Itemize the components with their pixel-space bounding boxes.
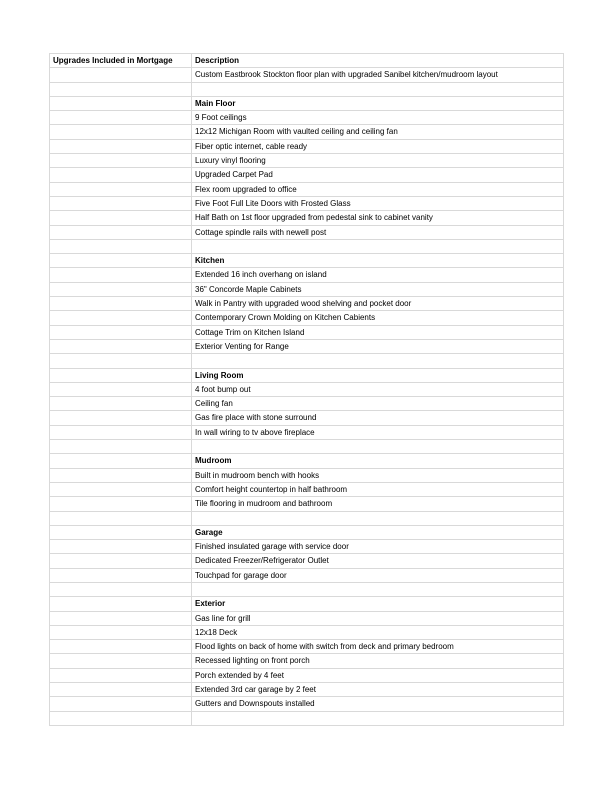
upgrade-cell bbox=[50, 568, 192, 582]
description-cell: Touchpad for garage door bbox=[192, 568, 564, 582]
section-title-cell: Main Floor bbox=[192, 96, 564, 110]
upgrade-cell bbox=[50, 168, 192, 182]
description-cell bbox=[192, 354, 564, 368]
section-header-row bbox=[50, 254, 564, 268]
upgrades-table bbox=[49, 53, 564, 726]
upgrade-cell bbox=[50, 196, 192, 210]
upgrade-cell bbox=[50, 239, 192, 253]
table-row bbox=[50, 196, 564, 210]
table-row bbox=[50, 582, 564, 596]
description-cell: Cottage spindle rails with newell post bbox=[192, 225, 564, 239]
description-cell: 12x12 Michigan Room with vaulted ceiling and ceiling fan bbox=[192, 125, 564, 139]
description-cell: Luxury vinyl flooring bbox=[192, 154, 564, 168]
upgrade-cell bbox=[50, 640, 192, 654]
table-row bbox=[50, 625, 564, 639]
description-cell: 9 Foot ceilings bbox=[192, 111, 564, 125]
upgrade-cell bbox=[50, 525, 192, 539]
description-cell: Tile flooring in mudroom and bathroom bbox=[192, 497, 564, 511]
upgrade-cell bbox=[50, 554, 192, 568]
table-row bbox=[50, 211, 564, 225]
description-cell: Cottage Trim on Kitchen Island bbox=[192, 325, 564, 339]
upgrade-cell bbox=[50, 382, 192, 396]
upgrade-cell bbox=[50, 368, 192, 382]
description-cell: Walk in Pantry with upgraded wood shelving and pocket door bbox=[192, 297, 564, 311]
upgrade-cell bbox=[50, 454, 192, 468]
description-cell: Extended 16 inch overhang on island bbox=[192, 268, 564, 282]
upgrade-cell bbox=[50, 254, 192, 268]
section-header-row bbox=[50, 597, 564, 611]
section-title-cell: Living Room bbox=[192, 368, 564, 382]
upgrade-cell bbox=[50, 511, 192, 525]
table-row bbox=[50, 354, 564, 368]
description-cell: Five Foot Full Lite Doors with Frosted Glass bbox=[192, 196, 564, 210]
upgrade-cell bbox=[50, 654, 192, 668]
table-row bbox=[50, 297, 564, 311]
description-cell bbox=[192, 511, 564, 525]
upgrade-cell bbox=[50, 668, 192, 682]
table-row bbox=[50, 325, 564, 339]
table-row bbox=[50, 168, 564, 182]
description-cell: Custom Eastbrook Stockton floor plan with upgraded Sanibel kitchen/mudroom layout bbox=[192, 68, 564, 82]
upgrade-cell bbox=[50, 540, 192, 554]
upgrade-cell bbox=[50, 611, 192, 625]
upgrade-cell bbox=[50, 282, 192, 296]
section-title-cell: Exterior bbox=[192, 597, 564, 611]
description-cell: Exterior Venting for Range bbox=[192, 339, 564, 353]
table-row bbox=[50, 111, 564, 125]
upgrade-cell bbox=[50, 397, 192, 411]
table-row bbox=[50, 425, 564, 439]
table-row bbox=[50, 654, 564, 668]
header-row bbox=[50, 54, 564, 68]
table-row bbox=[50, 82, 564, 96]
description-cell: Porch extended by 4 feet bbox=[192, 668, 564, 682]
description-cell bbox=[192, 711, 564, 725]
table-row bbox=[50, 268, 564, 282]
table-row bbox=[50, 339, 564, 353]
description-cell: Contemporary Crown Molding on Kitchen Cabients bbox=[192, 311, 564, 325]
table-row bbox=[50, 554, 564, 568]
upgrade-cell bbox=[50, 411, 192, 425]
table-row bbox=[50, 468, 564, 482]
upgrade-cell bbox=[50, 440, 192, 454]
description-cell: Dedicated Freezer/Refrigerator Outlet bbox=[192, 554, 564, 568]
section-header-row bbox=[50, 454, 564, 468]
upgrade-cell bbox=[50, 297, 192, 311]
upgrade-cell bbox=[50, 625, 192, 639]
upgrade-cell bbox=[50, 68, 192, 82]
description-cell: Finished insulated garage with service door bbox=[192, 540, 564, 554]
table-row bbox=[50, 440, 564, 454]
table-row bbox=[50, 397, 564, 411]
table-row bbox=[50, 125, 564, 139]
table-row bbox=[50, 540, 564, 554]
description-cell: Extended 3rd car garage by 2 feet bbox=[192, 683, 564, 697]
description-cell: 36" Concorde Maple Cabinets bbox=[192, 282, 564, 296]
upgrade-cell bbox=[50, 339, 192, 353]
table-row bbox=[50, 311, 564, 325]
table-row bbox=[50, 139, 564, 153]
description-cell: Recessed lighting on front porch bbox=[192, 654, 564, 668]
table-row bbox=[50, 711, 564, 725]
description-cell bbox=[192, 582, 564, 596]
description-cell bbox=[192, 440, 564, 454]
upgrade-cell bbox=[50, 225, 192, 239]
table-row bbox=[50, 697, 564, 711]
upgrade-cell bbox=[50, 482, 192, 496]
upgrade-cell bbox=[50, 111, 192, 125]
upgrade-cell bbox=[50, 182, 192, 196]
description-cell: Ceiling fan bbox=[192, 397, 564, 411]
upgrade-cell bbox=[50, 325, 192, 339]
description-cell: Flood lights on back of home with switch from deck and primary bedroom bbox=[192, 640, 564, 654]
table-row bbox=[50, 482, 564, 496]
upgrade-cell bbox=[50, 497, 192, 511]
upgrade-cell bbox=[50, 96, 192, 110]
description-cell: In wall wiring to tv above fireplace bbox=[192, 425, 564, 439]
upgrade-cell bbox=[50, 125, 192, 139]
table-row bbox=[50, 611, 564, 625]
description-cell: Upgraded Carpet Pad bbox=[192, 168, 564, 182]
table-row bbox=[50, 568, 564, 582]
table-row bbox=[50, 225, 564, 239]
description-cell bbox=[192, 239, 564, 253]
upgrade-cell bbox=[50, 354, 192, 368]
section-title-cell: Mudroom bbox=[192, 454, 564, 468]
table-row bbox=[50, 382, 564, 396]
upgrade-cell bbox=[50, 82, 192, 96]
description-cell bbox=[192, 82, 564, 96]
description-cell: Comfort height countertop in half bathroom bbox=[192, 482, 564, 496]
description-cell: Fiber optic internet, cable ready bbox=[192, 139, 564, 153]
upgrade-cell bbox=[50, 139, 192, 153]
upgrade-cell bbox=[50, 425, 192, 439]
table-row bbox=[50, 668, 564, 682]
section-title-cell: Kitchen bbox=[192, 254, 564, 268]
upgrade-cell bbox=[50, 268, 192, 282]
table-row bbox=[50, 411, 564, 425]
upgrade-cell bbox=[50, 697, 192, 711]
description-cell: Gutters and Downspouts installed bbox=[192, 697, 564, 711]
table-row bbox=[50, 640, 564, 654]
table-row bbox=[50, 154, 564, 168]
description-cell: 4 foot bump out bbox=[192, 382, 564, 396]
section-title-cell: Garage bbox=[192, 525, 564, 539]
upgrade-cell bbox=[50, 468, 192, 482]
header-description-cell: Description bbox=[192, 54, 564, 68]
upgrade-cell bbox=[50, 597, 192, 611]
description-cell: Flex room upgraded to office bbox=[192, 182, 564, 196]
description-cell: Half Bath on 1st floor upgraded from pedestal sink to cabinet vanity bbox=[192, 211, 564, 225]
table-row bbox=[50, 511, 564, 525]
table-row bbox=[50, 182, 564, 196]
table-row bbox=[50, 239, 564, 253]
header-upgrades-cell: Upgrades Included in Mortgage bbox=[50, 54, 192, 68]
upgrade-cell bbox=[50, 582, 192, 596]
section-header-row bbox=[50, 96, 564, 110]
description-cell: Gas line for grill bbox=[192, 611, 564, 625]
upgrade-cell bbox=[50, 711, 192, 725]
section-header-row bbox=[50, 525, 564, 539]
description-cell: 12x18 Deck bbox=[192, 625, 564, 639]
section-header-row bbox=[50, 368, 564, 382]
upgrade-cell bbox=[50, 154, 192, 168]
description-cell: Built in mudroom bench with hooks bbox=[192, 468, 564, 482]
table-row bbox=[50, 282, 564, 296]
upgrade-cell bbox=[50, 683, 192, 697]
upgrade-cell bbox=[50, 311, 192, 325]
description-cell: Gas fire place with stone surround bbox=[192, 411, 564, 425]
table-row bbox=[50, 497, 564, 511]
upgrade-cell bbox=[50, 211, 192, 225]
table-row bbox=[50, 68, 564, 82]
table-row bbox=[50, 683, 564, 697]
